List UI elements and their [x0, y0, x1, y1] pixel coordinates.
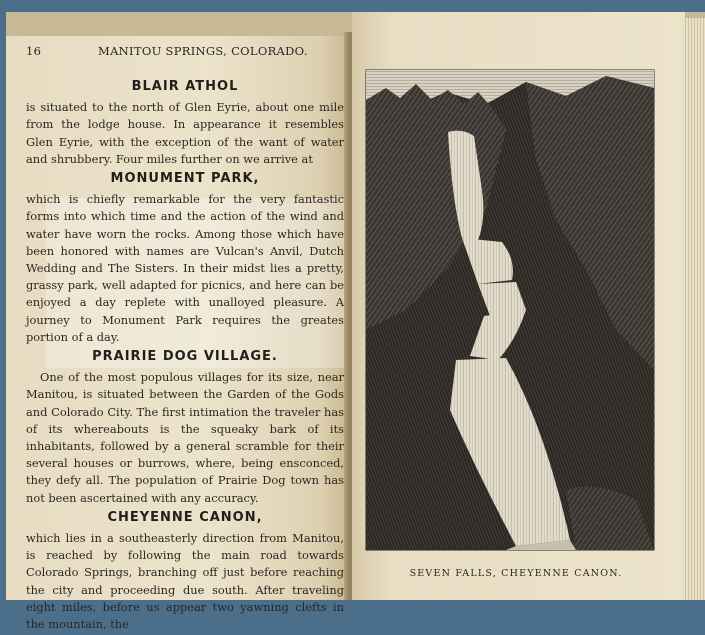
heading-prairie-dog-village: PRAIRIE DOG VILLAGE. — [92, 349, 278, 365]
paragraph-prairie-dog-village: One of the most populous villages for its size, near Manitou, is situated between the Garden of the Gods and Colorado City. The first intimation the traveler has of its whereabouts is the squeaky bark of its inhabitants, followed by a general scramble for their several houses or burrows, where, being ensconced, they defy all. The population of Prairie Dog town has not been ascertained with any accuracy. — [26, 370, 344, 505]
page-number: 16 — [26, 44, 42, 58]
running-head-title: MANITOU SPRINGS, COLORADO. — [98, 44, 308, 58]
paragraph-monument-park: which is chiefly remarkable for the very fantastic forms into which time and the action of the wind and water have worn the rocks. Among those which have been honored with names are Vulcan's Anvil, Dutch Wedding and The Sisters. In their midst lies a pretty, grassy park, well adapted for picnics, and here can be enjoyed a day replete with unalloyed pleasure. A journey to Monument Park requires the greates portion of a day. — [26, 192, 344, 344]
right-page — [352, 12, 685, 600]
paragraph-cheyenne-canon: which lies in a southeasterly direction from Manitou, is reached by following the main road towards Colorado Springs, branching off just before reaching the city and proceeding due south. After traveling eight miles, before us appear two yawning clefts in the mountain, the — [26, 531, 344, 632]
left-page-text — [26, 76, 344, 635]
heading-blair-athol: BLAIR ATHOL — [131, 79, 239, 94]
heading-cheyenne-canon: CHEYENNE CANON, — [107, 509, 263, 525]
paragraph-blair-athol: is situated to the north of Glen Eyrie, about one mile from the lodge house. In appearance it resembles Glen Eyrie, with the exception of the want of water and shrubbery. Four miles further on we arrive at — [26, 100, 344, 166]
heading-monument-park: MONUMENT PARK, — [110, 171, 260, 187]
page-edges — [683, 18, 705, 600]
plate-caption: SEVEN FALLS, CHEYENNE CANON. — [409, 568, 623, 579]
seven-falls-engraving — [366, 70, 654, 550]
